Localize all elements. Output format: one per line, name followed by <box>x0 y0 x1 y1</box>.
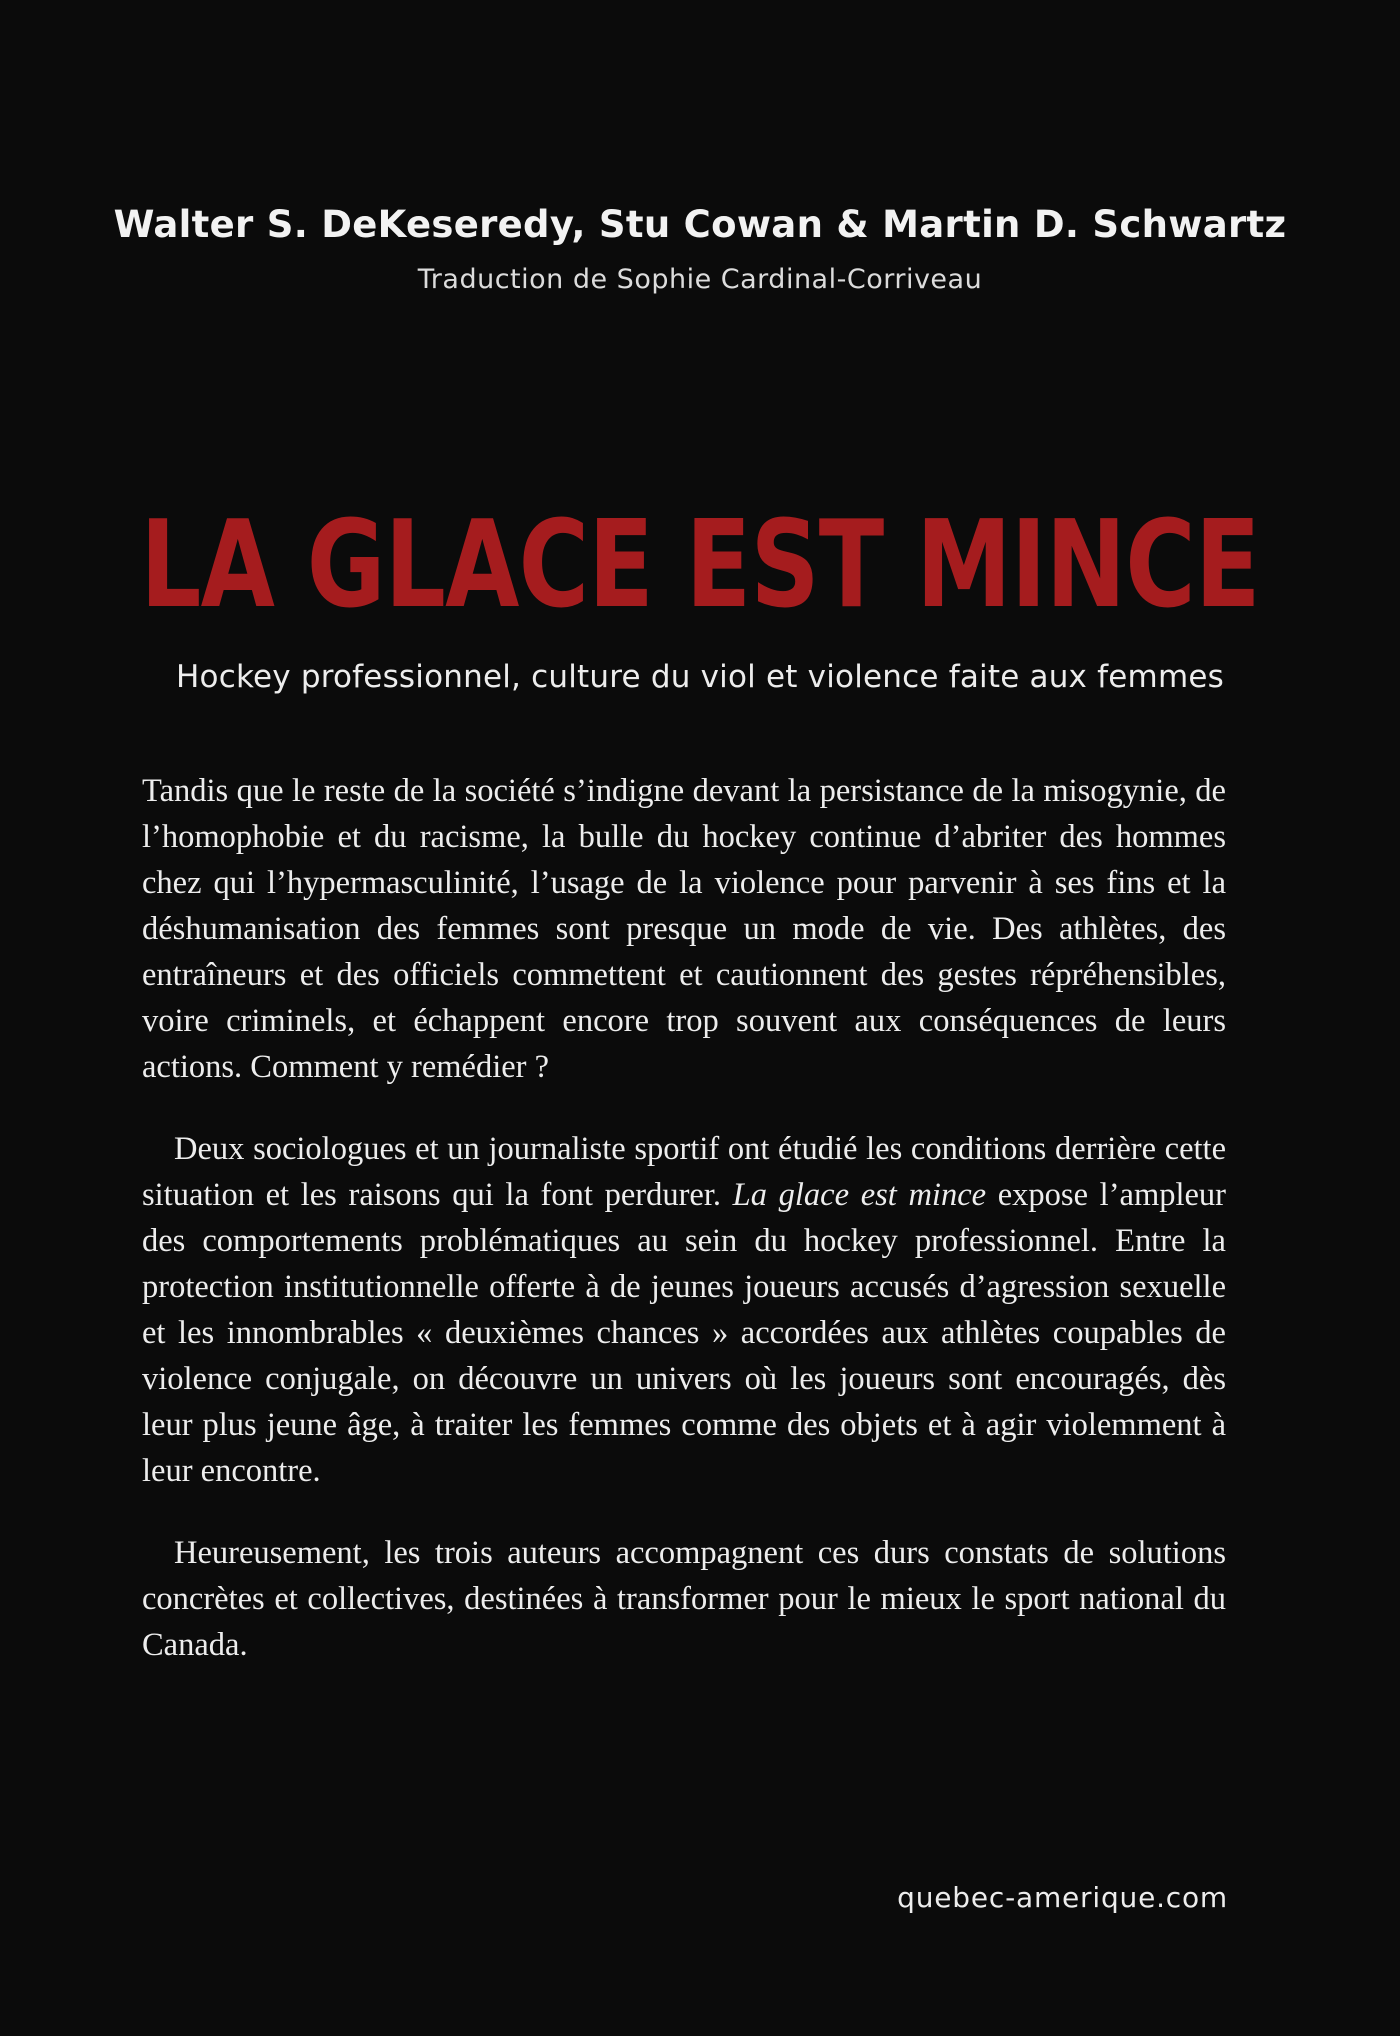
translator-line: Traduction de Sophie Cardinal-Corriveau <box>417 264 983 295</box>
blurb-title-italic: La glace est mince <box>732 1177 987 1213</box>
blurb-paragraph-2 <box>142 1126 1226 1494</box>
blurb-paragraph-2-part-1: Deux sociologues et un journaliste sportif ont étudié les conditions derrière cette situation et les raisons qui la font perdurer. <box>142 1131 1226 1213</box>
book-subtitle: Hockey professionnel, culture du viol et violence faite aux femmes <box>176 659 1224 695</box>
authors-line: Walter S. DeKeseredy, Stu Cowan & Martin D. Schwartz <box>113 203 1287 246</box>
blurb-paragraph-2-part-2: expose l’ampleur des comportements problématiques au sein du hockey professionnel. Entre la protection institutionnelle offerte à de jeunes joueurs accusés d’agression sexuelle et les innombrables « deuxièmes chances » accordées aux athlètes coupables de violence conjugale, on découvre un univers où les joueurs sont encouragés, dès leur plus jeune âge, à traiter les femmes comme des objets et à agir violemment à leur encontre. <box>142 1177 1226 1489</box>
publisher-website[interactable]: quebec-amerique.com <box>897 1881 1228 1914</box>
blurb-paragraph-3: Heureusement, les trois auteurs accompagnent ces durs constats de solutions concrètes et collectives, destinées à transformer pour le mieux le sport national du Canada. <box>142 1535 1226 1663</box>
blurb-paragraph-1: Tandis que le reste de la société s’indigne devant la persistance de la misogynie, de l’homophobie et du racisme, la bulle du hockey continue d’abriter des hommes chez qui l’hypermasculinité, l’usage de la violence pour parvenir à ses fins et la déshumanisation des femmes sont presque un mode de vie. Des athlètes, des entraîneurs et des officiels commettent et cautionnent des gestes répréhensibles, voire criminels, et échappent encore trop souvent aux conséquences de leurs actions. Comment y remédier ? <box>142 773 1226 1085</box>
blurb <box>142 768 1226 1704</box>
book-title: LA GLACE EST MINCE <box>140 496 1260 635</box>
